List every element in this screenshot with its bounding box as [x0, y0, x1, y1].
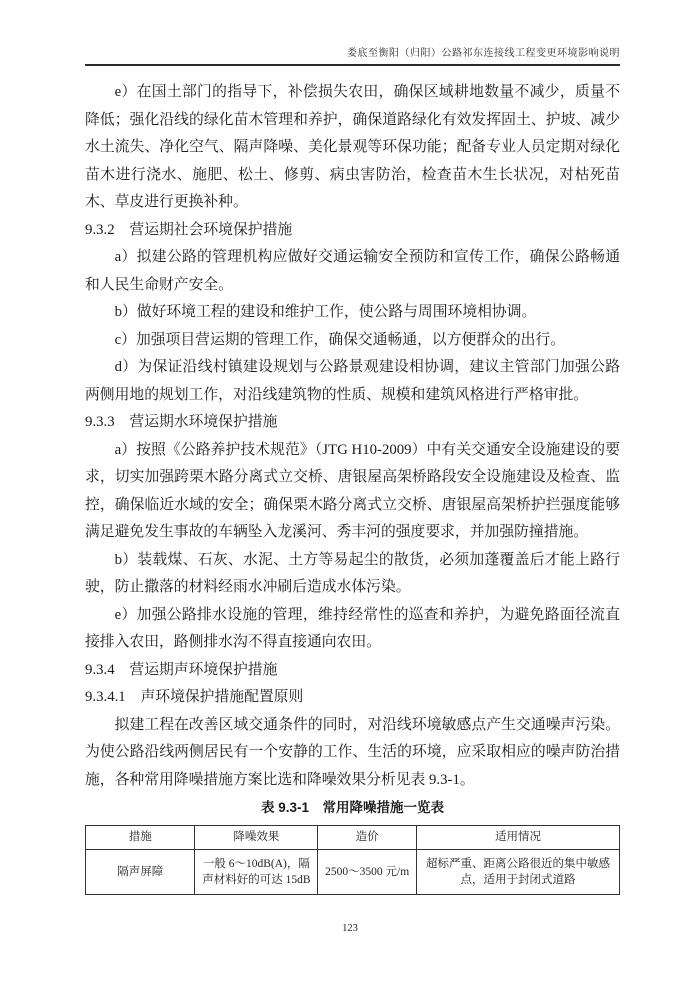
table-header-cell: 造价	[318, 825, 417, 849]
page-number: 123	[342, 923, 358, 934]
table-cell-cost: 2500～3500 元/m	[318, 849, 417, 894]
paragraph: 拟建工程在改善区域交通条件的同时，对沿线环境敏感点产生交通噪声污染。为使公路沿线两侧居民有一个安静的工作、生活的环境，应采取相应的噪声防治措施，各种常用降噪措施方案比选和降噪效果分析见表 9.3-1。	[85, 716, 620, 788]
page-footer	[0, 923, 700, 934]
table-cell-situation: 超标严重、距离公路很近的集中敏感点，适用于封闭式道路	[417, 849, 620, 894]
paragraph: c）加强项目营运期的管理工作，确保交通畅通，以方便群众的出行。	[114, 331, 566, 348]
document-body	[85, 79, 620, 895]
table-header-cell: 措施	[86, 825, 195, 849]
table-cell-effect: 一般 6～10dB(A)，隔声材料好的可达 15dB	[195, 849, 318, 894]
section-heading: 9.3.2 营运期社会环境保护措施	[85, 221, 293, 238]
paragraph: e）加强公路排水设施的管理，维持经常性的巡查和养护，为避免路面径流直接排入农田，路侧排水沟不得直接通向农田。	[85, 606, 620, 650]
table-row	[86, 849, 620, 894]
noise-measures-table	[85, 825, 620, 895]
table-header-cell: 适用情况	[417, 825, 620, 849]
header-title: 娄底至衡阳（归阳）公路祁东连接线工程变更环境影响说明	[347, 48, 620, 59]
section-heading: 9.3.4 营运期声环境保护措施	[85, 661, 278, 678]
paragraph: a）按照《公路养护技术规范》（JTG H10-2009）中有关交通安全设施建设的要求，切实加强跨栗木路分离式立交桥、唐银屋高架桥路段安全设施建设及检查、监控，确保临近水域的安全；确保栗木路分离式立交桥、唐银屋高架桥护拦强度能够满足避免发生事故的车辆坠入龙溪河、秀丰河的强度要求，并加强防撞措施。	[85, 441, 620, 540]
table-header-cell: 降噪效果	[195, 825, 318, 849]
paragraph: d）为保证沿线村镇建设规划与公路景观建设相协调，建议主管部门加强公路两侧用地的规划工作，对沿线建筑物的性质、规模和建筑风格进行严格审批。	[85, 359, 620, 403]
table-header-row	[86, 825, 620, 849]
header-rule	[85, 64, 620, 66]
paragraph: e）在国土部门的指导下，补偿损失农田，确保区域耕地数量不减少，质量不降低；强化沿线的绿化苗木管理和养护，确保道路绿化有效发挥固土、护坡、减少水土流失、净化空气、隔声降噪、美化景观等环保功能；配备专业人员定期对绿化苗木进行浇水、施肥、松土、修剪、病虫害防治，检查苗木生长状况，对枯死苗木、草皮进行更换补种。	[85, 84, 620, 210]
paragraph: a）拟建公路的管理机构应做好交通运输安全预防和宣传工作，确保公路畅通和人民生命财产安全。	[85, 249, 620, 293]
page-header	[85, 44, 620, 59]
subsection-heading: 9.3.4.1 声环境保护措施配置原则	[85, 689, 304, 705]
table-cell-measure: 隔声屏障	[86, 849, 195, 894]
paragraph: b）装载煤、石灰、水泥、土方等易起尘的散货，必须加蓬覆盖后才能上路行驶，防止撒落的材料经雨水冲刷后造成水体污染。	[85, 551, 620, 595]
table-caption: 表 9.3-1 常用降噪措施一览表	[260, 800, 445, 815]
paragraph: b）做好环境工程的建设和维护工作，使公路与周围环境相协调。	[114, 304, 537, 320]
section-heading: 9.3.3 营运期水环境保护措施	[85, 414, 278, 430]
